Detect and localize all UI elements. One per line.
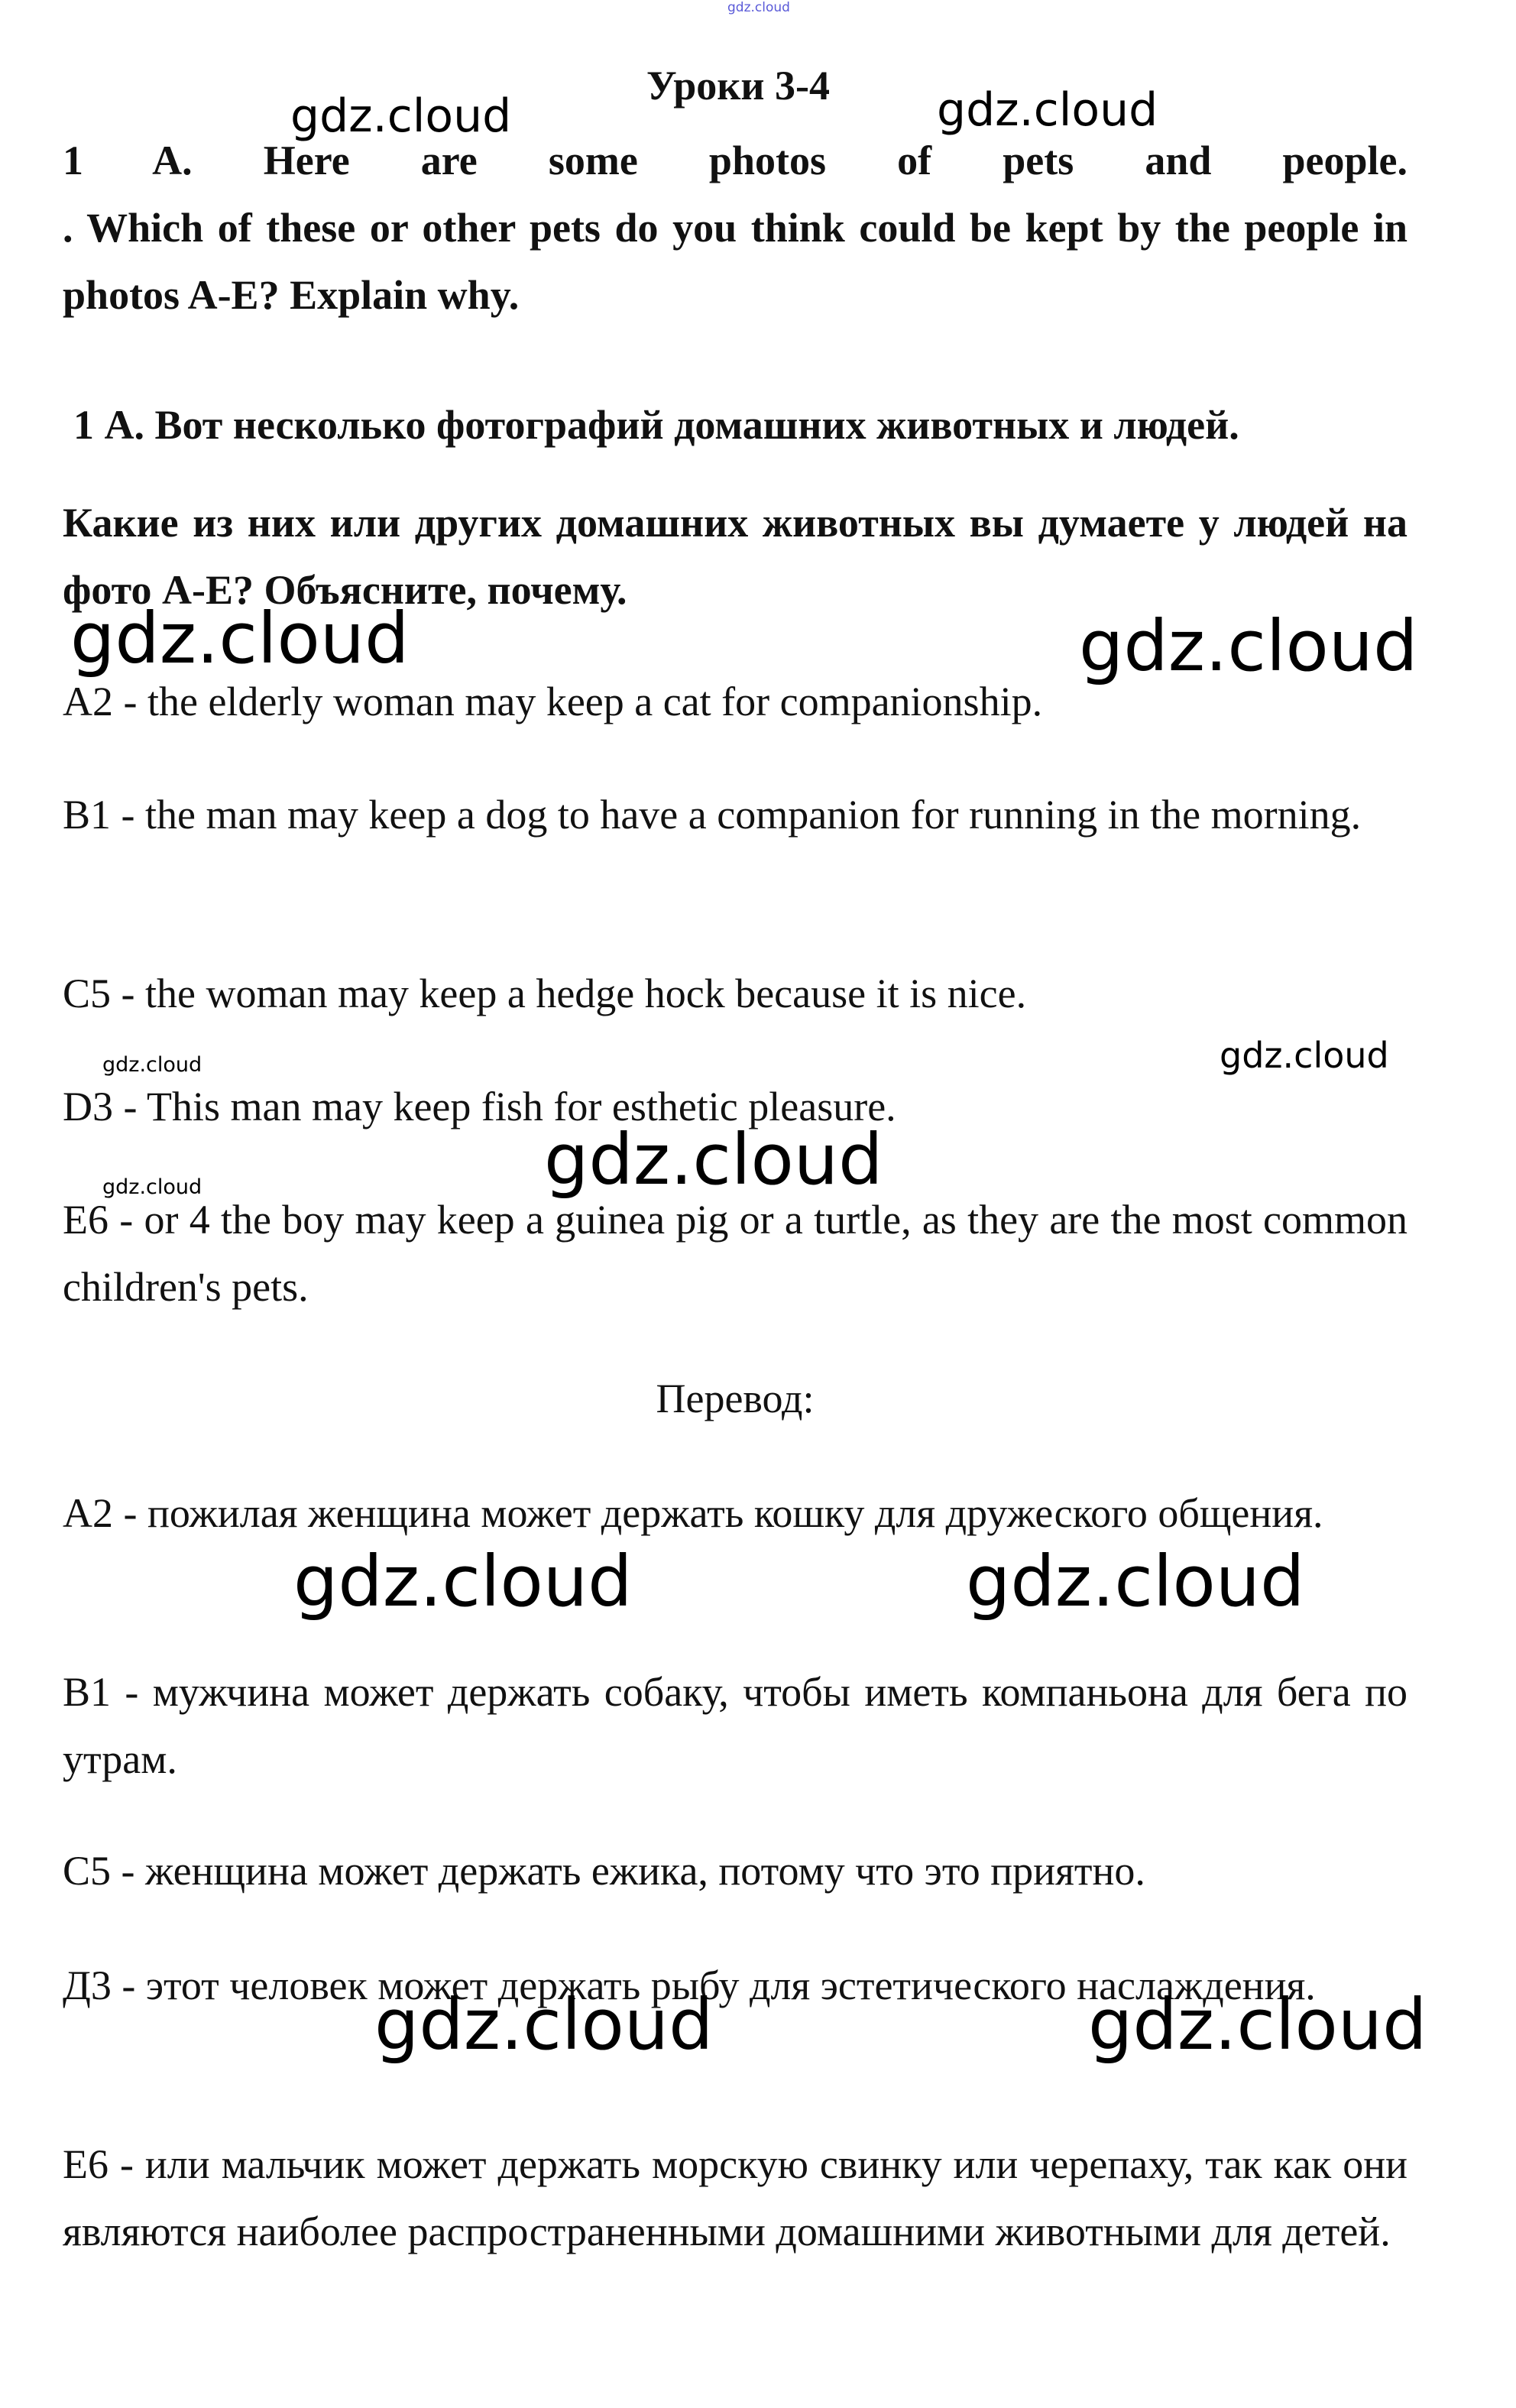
watermark: gdz.cloud [102, 1175, 202, 1199]
watermark: gdz.cloud [1088, 1984, 1427, 2066]
answer-b1: B1 - the man may keep a dog to have a companion for running in the morning. [63, 792, 1362, 838]
watermark: gdz.cloud [966, 1541, 1305, 1622]
watermark: gdz.cloud [293, 1541, 633, 1622]
watermark: gdz.cloud [290, 89, 512, 143]
translation-label: Перевод: [656, 1376, 815, 1421]
watermark: gdz.cloud [1220, 1035, 1389, 1076]
watermark: gdz.cloud [102, 1053, 202, 1077]
translation-a2: A2 - пожилая женщина может держать кошку для дружеского общения. [63, 1490, 1323, 1536]
watermark: gdz.cloud [937, 83, 1158, 137]
task-english-line2: . Which of these or other pets do you think could be kept by the people in photos A-E? Explain why. [63, 205, 1407, 318]
translation-d3: Д3 - этот человек может держать рыбу для эстетического наслаждения. [63, 1962, 1316, 2008]
answer-c5: C5 - the woman may keep a hedge hock because it is nice. [63, 971, 1027, 1016]
translation-e6: E6 - или мальчик может держать морскую свинку или черепаху, так как они являются наиболее распространенными домашними животными для детей. [63, 2141, 1407, 2254]
task-english-line1: 1 A. Here are some photos of pets and people. [63, 138, 1407, 183]
page-title: Уроки 3-4 [646, 63, 830, 109]
translation-c5: C5 - женщина может держать ежика, потому что это приятно. [63, 1848, 1145, 1894]
translation-b1: B1 - мужчина может держать собаку, чтобы иметь компаньона для бега по утрам. [63, 1669, 1407, 1782]
watermark: gdz.cloud [1079, 605, 1418, 687]
answer-a2: A2 - the elderly woman may keep a cat for companionship. [63, 679, 1043, 724]
task-russian-line2: Какие из них или других домашних животных вы думаете у людей на фото A-E? Объясните, почему. [63, 500, 1407, 613]
watermark: gdz.cloud [374, 1984, 714, 2066]
top-watermark: gdz.cloud [727, 0, 790, 15]
watermark: gdz.cloud [70, 598, 410, 679]
watermark: gdz.cloud [544, 1119, 883, 1201]
answer-e6: E6 - or 4 the boy may keep a guinea pig or a turtle, as they are the most common children's pets. [63, 1197, 1407, 1310]
answer-d3: D3 - This man may keep fish for esthetic pleasure. [63, 1084, 896, 1129]
task-russian-line1: 1 А. Вот несколько фотографий домашних животных и людей. [73, 402, 1239, 448]
